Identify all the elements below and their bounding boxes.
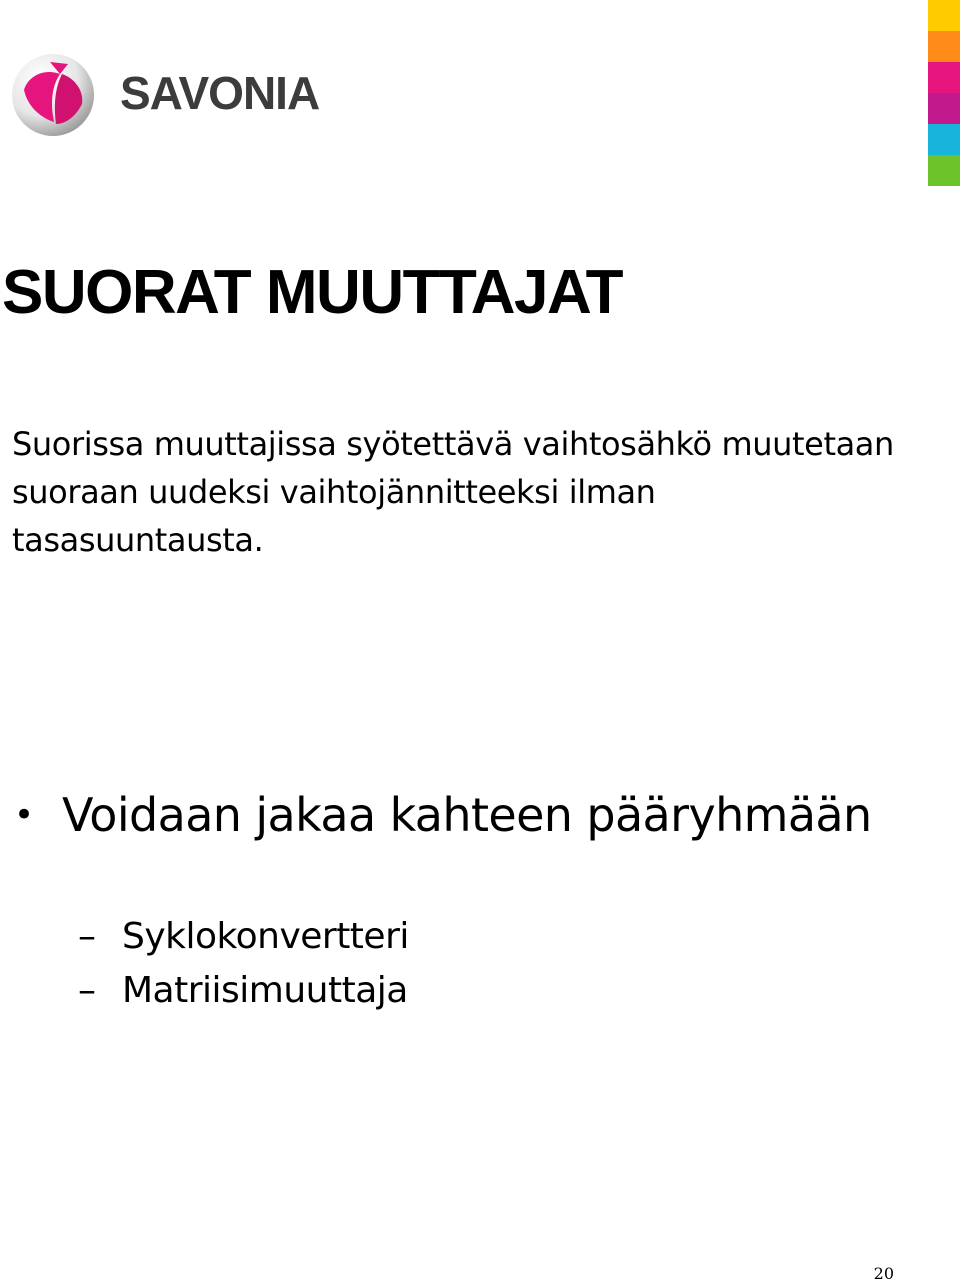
bullet-marker: •	[14, 795, 34, 835]
sub-item-marker: –	[78, 916, 96, 957]
brand-color-strip	[928, 0, 960, 186]
color-swatch-cyan	[928, 124, 960, 155]
color-swatch-green	[928, 155, 960, 186]
savonia-logo-text: SAVONIA	[120, 67, 320, 119]
savonia-logo-mark-icon	[10, 52, 96, 138]
sub-item-text: Syklokonvertteri	[122, 916, 409, 957]
sub-item-text: Matriisimuuttaja	[122, 970, 408, 1011]
color-swatch-orange	[928, 31, 960, 62]
color-swatch-magenta	[928, 93, 960, 124]
page-number: 20	[873, 1264, 894, 1283]
bullet-text: Voidaan jakaa kahteen pääryhmään	[62, 788, 872, 842]
color-swatch-yellow	[928, 0, 960, 31]
intro-paragraph: Suorissa muuttajissa syötettävä vaihtosähkö muutetaan suoraan uudeksi vaihtojännitteeksi ilman tasasuuntausta.	[12, 425, 894, 559]
color-swatch-pink	[928, 62, 960, 93]
slide-title: SUORAT MUUTTAJAT	[2, 258, 623, 327]
sub-item-marker: –	[78, 970, 96, 1011]
savonia-logo	[10, 52, 330, 138]
